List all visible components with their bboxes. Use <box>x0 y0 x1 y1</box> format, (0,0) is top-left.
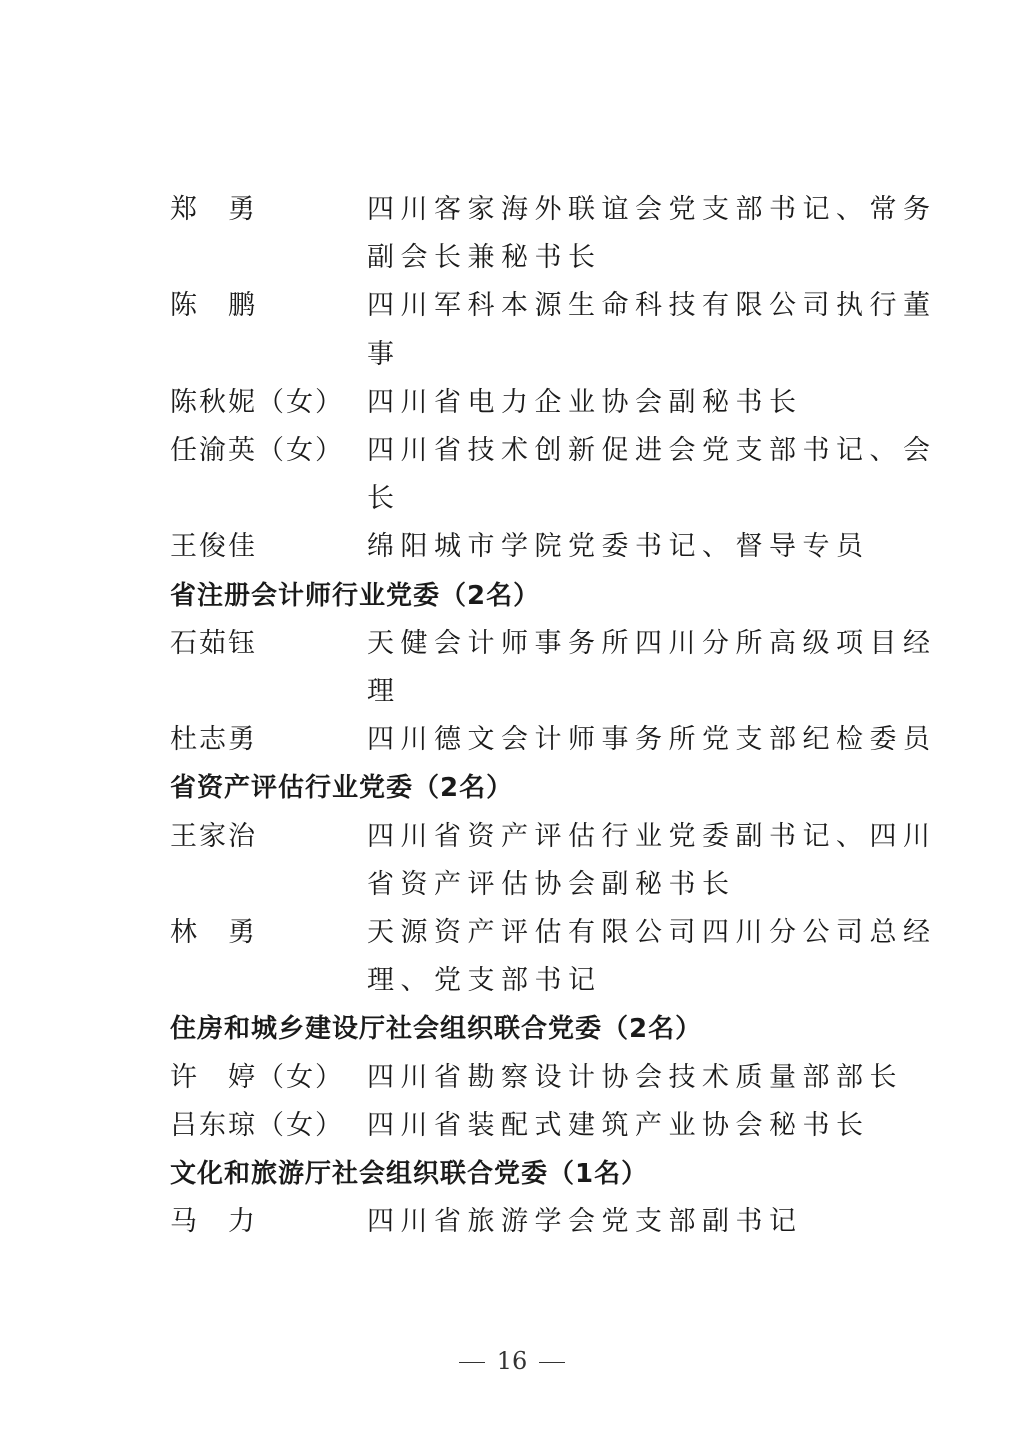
member-title: 绵阳城市学院党委书记、督导专员 <box>367 531 870 563</box>
member-row <box>0 186 1024 234</box>
section-heading: 省资产评估行业党委（2名） <box>170 773 514 804</box>
section-heading: 文化和旅游厅社会组织联合党委（1名） <box>170 1159 649 1189</box>
member-name: 郑 勇 <box>170 194 257 225</box>
member-title: 四川省电力企业协会副秘书长 <box>367 386 803 418</box>
member-name: 吕东琼（女） <box>170 1109 344 1141</box>
member-name: 王家治 <box>170 820 257 852</box>
member-title: 理、党支部书记 <box>367 965 602 997</box>
member-title: 四川省勘察设计协会技术质量部部长 <box>367 1061 903 1093</box>
member-title: 四川客家海外联谊会党支部书记、常务 <box>367 194 937 225</box>
member-title: 天健会计师事务所四川分所高级项目经 <box>367 627 937 659</box>
member-row <box>0 331 1024 379</box>
member-title: 省资产评估协会副秘书长 <box>367 868 736 900</box>
section-heading-row <box>0 572 1024 620</box>
member-title: 四川军科本源生命科技有限公司执行董 <box>367 290 937 322</box>
member-title: 四川德文会计师事务所党支部纪检委员 <box>367 724 937 756</box>
footer-dash-left <box>459 1362 485 1363</box>
member-name: 陈 鹏 <box>170 290 257 322</box>
member-name: 石茹钰 <box>170 627 257 659</box>
member-name: 任渝英（女） <box>170 435 344 466</box>
member-row <box>0 282 1024 330</box>
member-row <box>0 1054 1024 1102</box>
member-name: 杜志勇 <box>170 724 257 756</box>
member-row <box>0 620 1024 668</box>
section-heading-row <box>0 764 1024 812</box>
section-heading: 住房和城乡建设厅社会组织联合党委（2名） <box>170 1014 703 1045</box>
member-row <box>0 1198 1024 1246</box>
member-row <box>0 861 1024 909</box>
member-row <box>0 909 1024 957</box>
member-title: 天源资产评估有限公司四川分公司总经 <box>367 917 937 948</box>
member-title: 四川省资产评估行业党委副书记、四川 <box>367 820 937 852</box>
member-row <box>0 234 1024 282</box>
member-name: 陈秋妮（女） <box>170 386 344 418</box>
member-row <box>0 475 1024 523</box>
section-heading: 省注册会计师行业党委（2名） <box>170 580 541 611</box>
section-heading-row <box>0 1150 1024 1198</box>
section-heading-row <box>0 1005 1024 1053</box>
member-row <box>0 1102 1024 1150</box>
member-title: 事 <box>367 338 401 370</box>
member-name: 许 婷（女） <box>170 1061 344 1093</box>
footer-dash-right <box>539 1362 565 1363</box>
member-title: 长 <box>367 483 401 515</box>
member-row <box>0 379 1024 427</box>
member-title: 副会长兼秘书长 <box>367 242 602 274</box>
page-footer <box>0 1346 1024 1376</box>
page-number: 16 <box>496 1347 528 1375</box>
member-name: 马 力 <box>170 1206 257 1238</box>
member-name: 林 勇 <box>170 917 257 948</box>
member-row <box>0 813 1024 861</box>
member-row <box>0 957 1024 1005</box>
member-row <box>0 427 1024 475</box>
member-row <box>0 668 1024 716</box>
member-row <box>0 716 1024 764</box>
member-title: 理 <box>367 676 401 707</box>
member-title: 四川省装配式建筑产业协会秘书长 <box>367 1109 870 1141</box>
member-title: 四川省旅游学会党支部副书记 <box>367 1206 803 1238</box>
member-name: 王俊佳 <box>170 531 257 563</box>
member-title: 四川省技术创新促进会党支部书记、会 <box>367 435 937 466</box>
member-row <box>0 523 1024 571</box>
